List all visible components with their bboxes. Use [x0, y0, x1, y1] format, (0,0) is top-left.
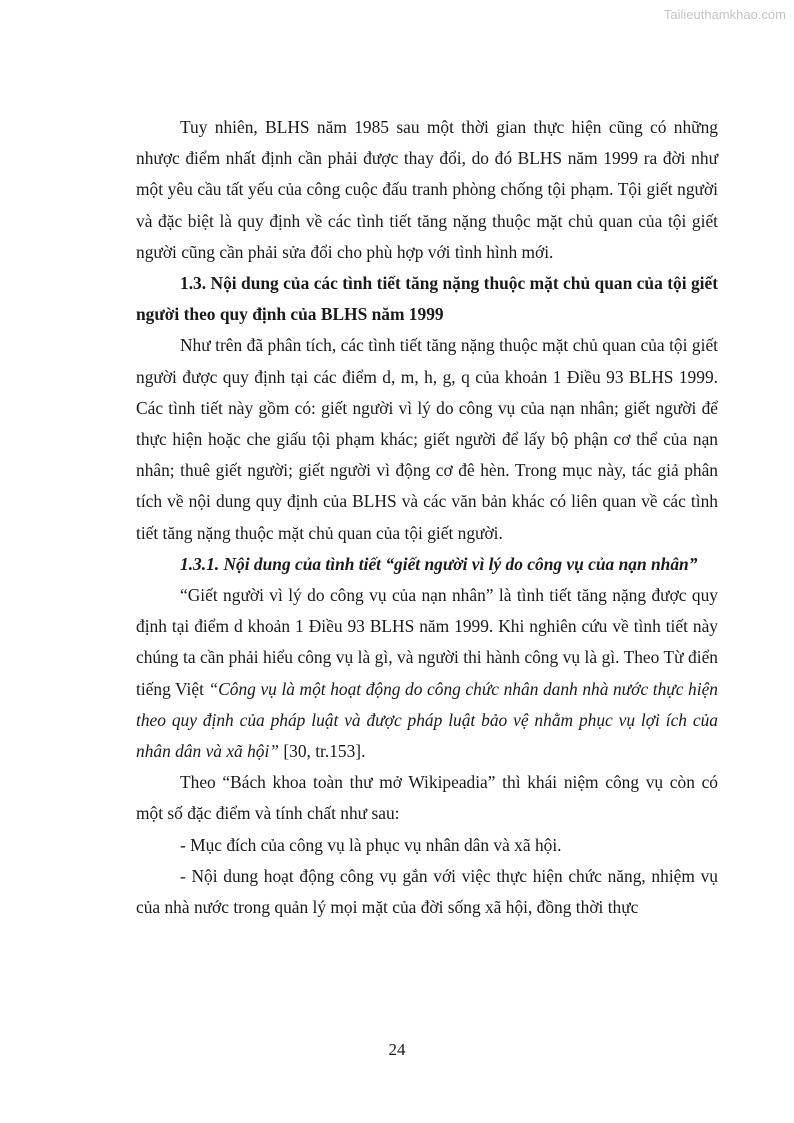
- document-body: [136, 112, 718, 923]
- dictionary-quote: “Công vụ là một hoạt động do công chức nhân danh nhà nước thực hiện theo quy định của pháp luật và được pháp luật bảo vệ nhằm phục vụ lợi ích của nhân dân và xã hội”: [136, 678, 718, 762]
- paragraph-intro: Tuy nhiên, BLHS năm 1985 sau một thời gian thực hiện cũng có những nhược điểm nhất định cần phải được thay đổi, do đó BLHS năm 1999 ra đời như một yêu cầu tất yếu của công cuộc đấu tranh phòng chống tội phạm. Tội giết người và đặc biệt là quy định về các tình tiết tăng nặng thuộc mặt chủ quan của tội giết người cũng cần phải sửa đổi cho phù hợp với tình hình mới.: [136, 117, 718, 262]
- paragraph-public-duty: [136, 580, 718, 767]
- watermark: Tailieuthamkhao.com: [663, 7, 786, 22]
- citation: [30, tr.153].: [278, 741, 366, 762]
- bullet-item-purpose: - Mục đích của công vụ là phục vụ nhân dân và xã hội.: [180, 834, 562, 855]
- page-number: 24: [388, 1040, 406, 1059]
- paragraph-public-duty-text: “Giết người vì lý do công vụ của nạn nhân” là tình tiết tăng nặng được quy định tại điểm d khoản 1 Điều 93 BLHS năm 1999. Khi nghiên cứu về tình tiết này chúng ta cần phải hiểu công vụ là gì, và người thi hành công vụ là gì. Theo Từ điển tiếng Việt: [136, 585, 718, 699]
- section-heading-1-3: 1.3. Nội dung của các tình tiết tăng nặng thuộc mặt chủ quan của tội giết người theo quy định của BLHS năm 1999: [136, 273, 718, 325]
- paragraph-overview: Như trên đã phân tích, các tình tiết tăng nặng thuộc mặt chủ quan của tội giết người được quy định tại các điểm d, m, h, g, q của khoản 1 Điều 93 BLHS 1999. Các tình tiết này gồm có: giết người vì lý do công vụ của nạn nhân; giết người để thực hiện hoặc che giấu tội phạm khác; giết người để lấy bộ phận cơ thể của nạn nhân; thuê giết người; giết người vì động cơ đê hèn. Trong mục này, tác giả phân tích về nội dung quy định của BLHS và các văn bản khác có liên quan về các tình tiết tăng nặng thuộc mặt chủ quan của tội giết người.: [136, 335, 718, 543]
- bullet-item-content: - Nội dung hoạt động công vụ gắn với việc thực hiện chức năng, nhiệm vụ của nhà nước trong quản lý mọi mặt của đời sống xã hội, đồng thời thực: [136, 865, 718, 918]
- paragraph-wikipedia: Theo “Bách khoa toàn thư mở Wikipeadia” thì khái niệm công vụ còn có một số đặc điểm và tính chất như sau:: [136, 772, 718, 824]
- subsection-heading-1-3-1: 1.3.1. Nội dung của tình tiết “giết người vì lý do công vụ của nạn nhân”: [180, 553, 698, 574]
